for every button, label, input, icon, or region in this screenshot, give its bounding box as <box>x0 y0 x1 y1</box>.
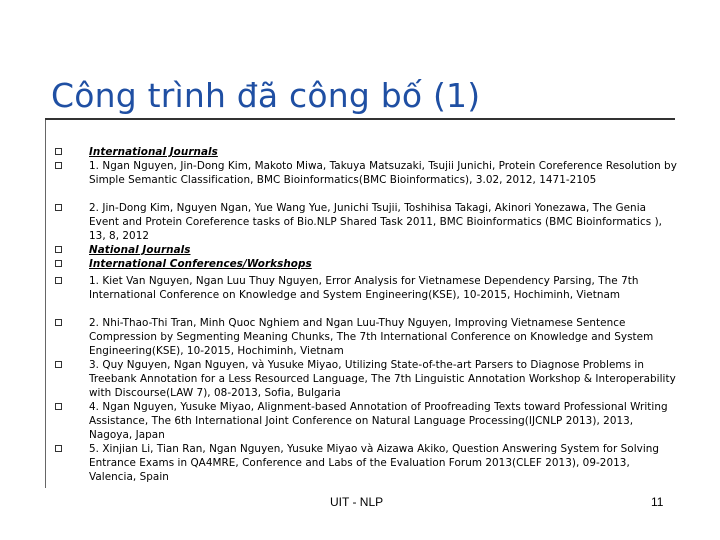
square-bullet-icon <box>55 319 62 326</box>
left-rule <box>45 118 46 488</box>
publication-entry: 3. Quy Nguyen, Ngan Nguyen, và Yusuke Miyao, Utilizing State-of-the-art Parsers to Diagnose Problems in Treebank Annotation for a Less Resourced Language, The 7th Linguistic Annotation Workshop & Interoperability with Discourse(LAW 7), 08-2013, Sofia, Bulgaria <box>89 359 676 399</box>
section-heading-international-journals: International Journals <box>89 146 218 158</box>
square-bullet-icon <box>55 148 62 155</box>
publication-entry: 2. Jin-Dong Kim, Nguyen Ngan, Yue Wang Yue, Junichi Tsujii, Toshihisa Takagi, Akinori Yonezawa, The Genia Event and Protein Coreference tasks of Bio.NLP Shared Task 2011, BMC Bioinformatics (BMC Bioinformatics ), 13, 8, 2012 <box>89 202 663 242</box>
publication-entry: 2. Nhi-Thao-Thi Tran, Minh Quoc Nghiem and Ngan Luu-Thuy Nguyen, Improving Vietnamese Sentence Compression by Segmenting Meaning Chunks, The 7th International Conference on Knowledge and System Engineering(KSE), 10-2015, Hochiminh, Vietnam <box>89 317 654 357</box>
page-number: 11 <box>651 495 664 509</box>
square-bullet-icon <box>55 260 62 267</box>
square-bullet-icon <box>55 403 62 410</box>
publication-entry: 1. Ngan Nguyen, Jin-Dong Kim, Makoto Miwa, Takuya Matsuzaki, Tsujii Junichi, Protein Coreference Resolution by Simple Semantic Classification, BMC Bioinformatics(BMC Bioinformatics), 3.02, 2012, 1471-2105 <box>89 160 677 186</box>
square-bullet-icon <box>55 246 62 253</box>
publication-entry: 4. Ngan Nguyen, Yusuke Miyao, Alignment-based Annotation of Proofreading Texts toward Professional Writing Assistance, The 6th International Joint Conference on Natural Language Processing(IJCNLP 2013), 2013, Nagoya, Japan <box>89 401 668 441</box>
publication-entry: 5. Xinjian Li, Tian Ran, Ngan Nguyen, Yusuke Miyao và Aizawa Akiko, Question Answering System for Solving Entrance Exams in QA4MRE, Conference and Labs of the Evaluation Forum 2013(CLEF 2013), 09-2013, Valencia, Spain <box>89 443 660 483</box>
section-heading-conferences: International Conferences/Workshops <box>89 258 312 270</box>
square-bullet-icon <box>55 361 62 368</box>
section-heading-national-journals: National Journals <box>89 244 191 256</box>
footer-label: UIT - NLP <box>330 495 384 509</box>
title-underline <box>45 118 675 120</box>
publication-entry: 1. Kiet Van Nguyen, Ngan Luu Thuy Nguyen, Error Analysis for Vietnamese Dependency Parsing, The 7th International Conference on Knowledge and System Engineering(KSE), 10-2015, Hochiminh, Vietnam <box>89 275 639 301</box>
square-bullet-icon <box>55 445 62 452</box>
square-bullet-icon <box>55 277 62 284</box>
square-bullet-icon <box>55 204 62 211</box>
square-bullet-icon <box>55 162 62 169</box>
slide-title: Công trình đã công bố (1) <box>51 76 481 115</box>
